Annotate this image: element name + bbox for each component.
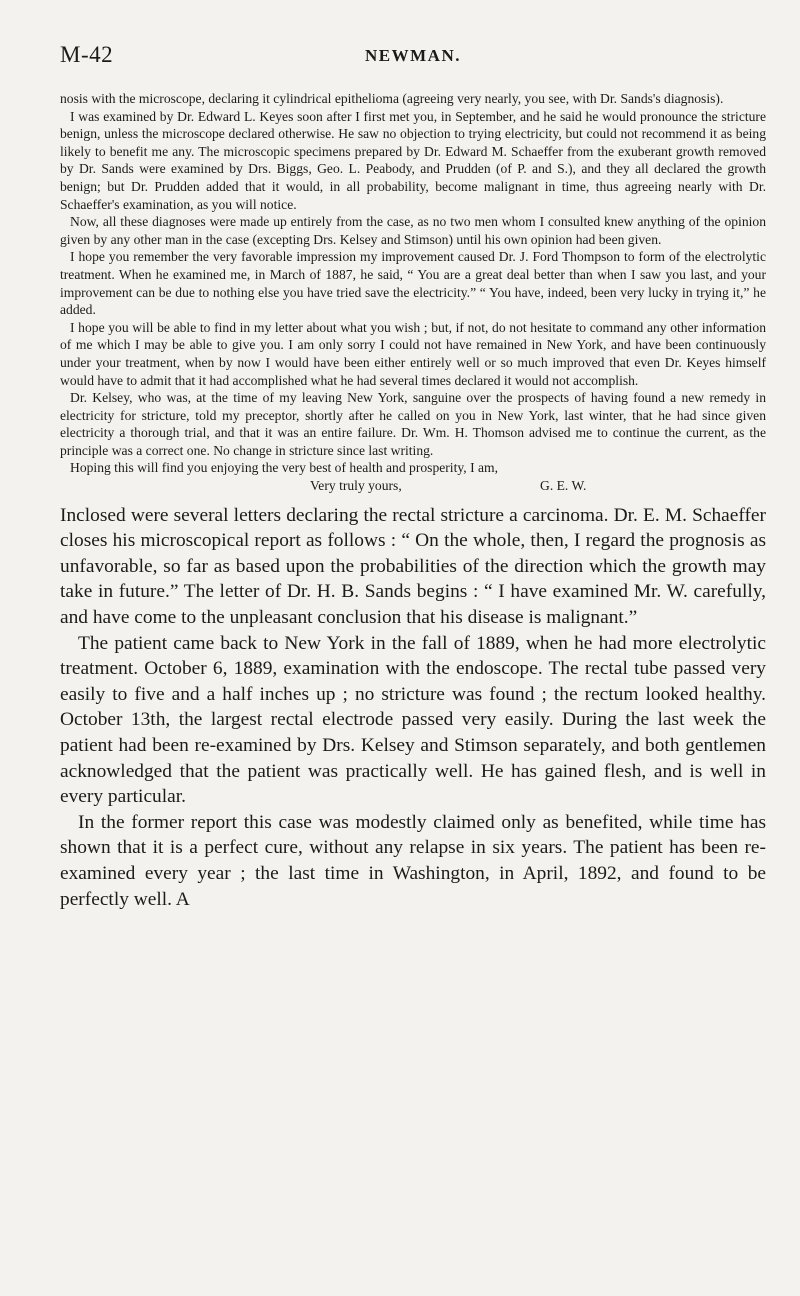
letter-paragraph: I hope you will be able to find in my letter about what you wish ; but, if not, do not hesitate to command any other information of me which I may be able to give you. I am only sorry I could not have remained in New York, and have been continuously under your treatment, when by now I would have been either entirely well or so much improved that even Dr. Keyes himself would have to admit that it had accomplished what he had several times declared it would not accomplish. xyxy=(60,319,766,388)
letter-paragraph: I hope you remember the very favorable impression my improvement caused Dr. J. Ford Thompson to form of the electrolytic treatment. When he examined me, in March of 1887, he said, “ You are a great deal better than when I saw you last, and your improvement can be due to nothing else you have tried save the electricity.” “ You have, indeed, been very lucky in trying it,” he added. xyxy=(60,249,766,318)
letter-signoff xyxy=(60,477,766,495)
letter-paragraph: Dr. Kelsey, who was, at the time of my leaving New York, sanguine over the prospects of having found a new remedy in electricity for stricture, told my preceptor, shortly after he called on you in New York, last winter, that he had since given electricity a thorough trial, and that it was an entire failure. Dr. Wm. H. Thomson advised me to continue the current, as the principle was a correct one. No change in stricture since last writing. xyxy=(60,390,766,458)
letter-paragraph: I was examined by Dr. Edward L. Keyes soon after I first met you, in September, and he said he would pronounce the stricture benign, unless the microscope declared otherwise. He saw no objection to trying electricity, but could not recommend it as being likely to benefit me any. The microscopic specimens prepared by Dr. Edward M. Schaeffer from the exuberant growth removed by Dr. Sands were examined by Drs. Biggs, Geo. L. Peabody, and Prudden (of P. and S.), and they all declared the growth benign; but Dr. Prudden added that it would, in all probability, become malignant in time, thus agreeing nearly with Dr. Schaeffer's examination, as you will notice. xyxy=(60,108,766,212)
body-text xyxy=(60,503,766,913)
body-paragraph: The patient came back to New York in the fall of 1889, when he had more electrolytic treatment. October 6, 1889, examination with the endoscope. The rectal tube passed very easily to five and a half inches up ; no stricture was found ; the rectum looked healthy. October 13th, the largest rectal electrode passed very easily. During the last week the patient had been re-examined by Drs. Kelsey and Stimson separately, and both gentlemen acknowledged that the patient was practically well. He has gained flesh, and is well in every particular. xyxy=(60,632,766,808)
letter-text xyxy=(60,90,766,495)
letter-paragraph: Hoping this will find you enjoying the very best of health and prosperity, I am, xyxy=(70,460,498,476)
running-head: NEWMAN. xyxy=(365,46,461,65)
letter-paragraph: nosis with the microscope, declaring it cylindrical epithelioma (agreeing very nearly, you see, with Dr. Sands's diagnosis). xyxy=(60,91,724,106)
body-paragraph: Inclosed were several letters declaring the rectal stricture a carcinoma. Dr. E. M. Schaeffer closes his microscopical report as follows : “ On the whole, then, I regard the prognosis as unfavorable, so far as based upon the probabilities of the direction which the growth may take in future.” The letter of Dr. H. B. Sands begins : “ I have examined Mr. W. carefully, and have come to the unpleasant conclusion that his disease is malignant.” xyxy=(60,504,766,629)
signature-initials: G. E. W. xyxy=(540,478,587,494)
page xyxy=(60,42,766,912)
body-paragraph: In the former report this case was modestly claimed only as benefited, while time has shown that it is a perfect cure, without any relapse in six years. The patient has been re-examined every year ; the last time in Washington, in April, 1892, and found to be perfectly well. A xyxy=(60,811,766,910)
page-header xyxy=(60,42,766,76)
letter-paragraph: Now, all these diagnoses were made up entirely from the case, as no two men whom I consulted knew anything of the opinion given by any other man in the case (excepting Drs. Kelsey and Stimson) until his own opinion had been given. xyxy=(60,214,766,247)
closing: Very truly yours, xyxy=(310,478,402,494)
page-number: M-42 xyxy=(60,42,114,67)
